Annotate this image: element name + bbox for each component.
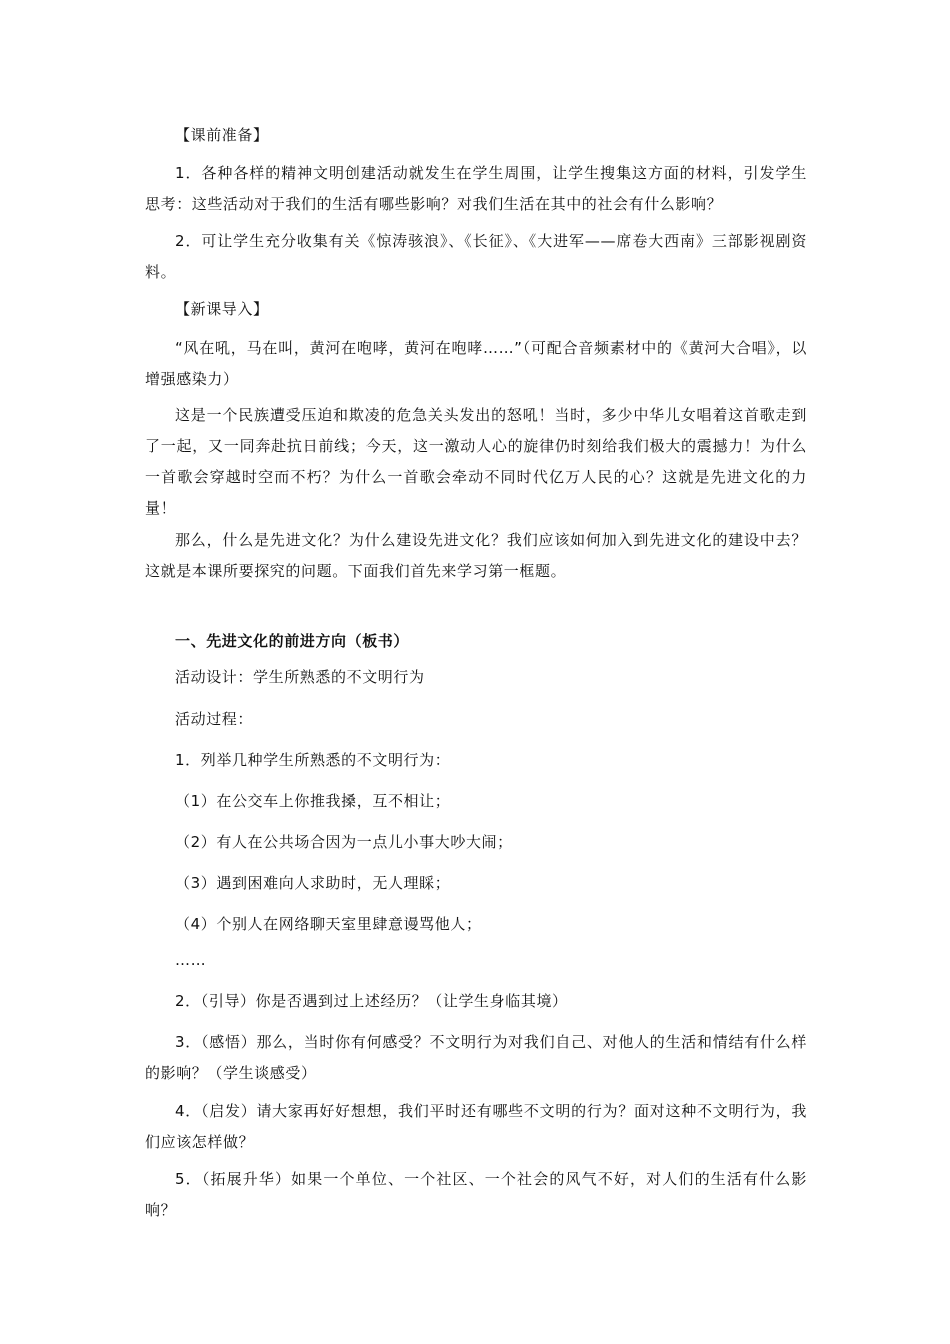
lesson-heading: 一、先进文化的前进方向（板书） xyxy=(175,632,410,650)
prep-paragraph-1: 1．各种各样的精神文明创建活动就发生在学生周围，让学生搜集这方面的材料，引发学生思考：这些活动对于我们的生活有哪些影响？对我们生活在其中的社会有什么影响？ xyxy=(145,164,807,213)
intro-paragraph: 这是一个民族遭受压迫和欺凌的危急关头发出的怒吼！当时，多少中华儿女唱着这首歌走到了一起，又一同奔赴抗日前线；今天，这一激动人心的旋律仍时刻给我们极大的震撼力！为什么一首歌会穿越时空而不朽？为什么一首歌会牵动不同时代亿万人民的心？这就是先进文化的力量！ xyxy=(145,406,807,517)
step-5: 5．（拓展升华）如果一个单位、一个社区、一个社会的风气不好，对人们的生活有什么影响？ xyxy=(145,1170,807,1219)
activity-process: 活动过程： xyxy=(175,710,254,728)
prep-heading: 【课前准备】 xyxy=(175,126,269,144)
list-item: （2）有人在公共场合因为一点儿小事大吵大闹； xyxy=(175,833,513,851)
activity-design: 活动设计：学生所熟悉的不文明行为 xyxy=(175,668,425,686)
prep-paragraph-2: 2．可让学生充分收集有关《惊涛骇浪》、《长征》、《大进军——席卷大西南》三部影视剧资料。 xyxy=(145,232,807,281)
list-item: （1）在公交车上你推我搡，互不相让； xyxy=(175,792,451,810)
step-1: 1．列举几种学生所熟悉的不文明行为： xyxy=(175,751,451,769)
intro-question: 那么，什么是先进文化？为什么建设先进文化？我们应该如何加入到先进文化的建设中去？这就是本课所要探究的问题。下面我们首先来学习第一框题。 xyxy=(145,531,807,580)
list-item: （4）个别人在网络聊天室里肆意谩骂他人； xyxy=(175,915,482,933)
intro-heading: 【新课导入】 xyxy=(175,300,269,318)
step-2: 2．（引导）你是否遇到过上述经历？（让学生身临其境） xyxy=(175,992,568,1010)
list-item: （3）遇到困难向人求助时，无人理睬； xyxy=(175,874,451,892)
step-3: 3．（感悟）那么，当时你有何感受？不文明行为对我们自己、对他人的生活和情结有什么样的影响？（学生谈感受） xyxy=(145,1033,807,1082)
intro-quote: “风在吼，马在叫，黄河在咆哮，黄河在咆哮……”（可配合音频素材中的《黄河大合唱》，以增强感染力） xyxy=(145,339,807,388)
step-4: 4．（启发）请大家再好好想想，我们平时还有哪些不文明的行为？面对这种不文明行为，我们应该怎样做？ xyxy=(145,1102,807,1151)
ellipsis: …… xyxy=(175,951,207,969)
